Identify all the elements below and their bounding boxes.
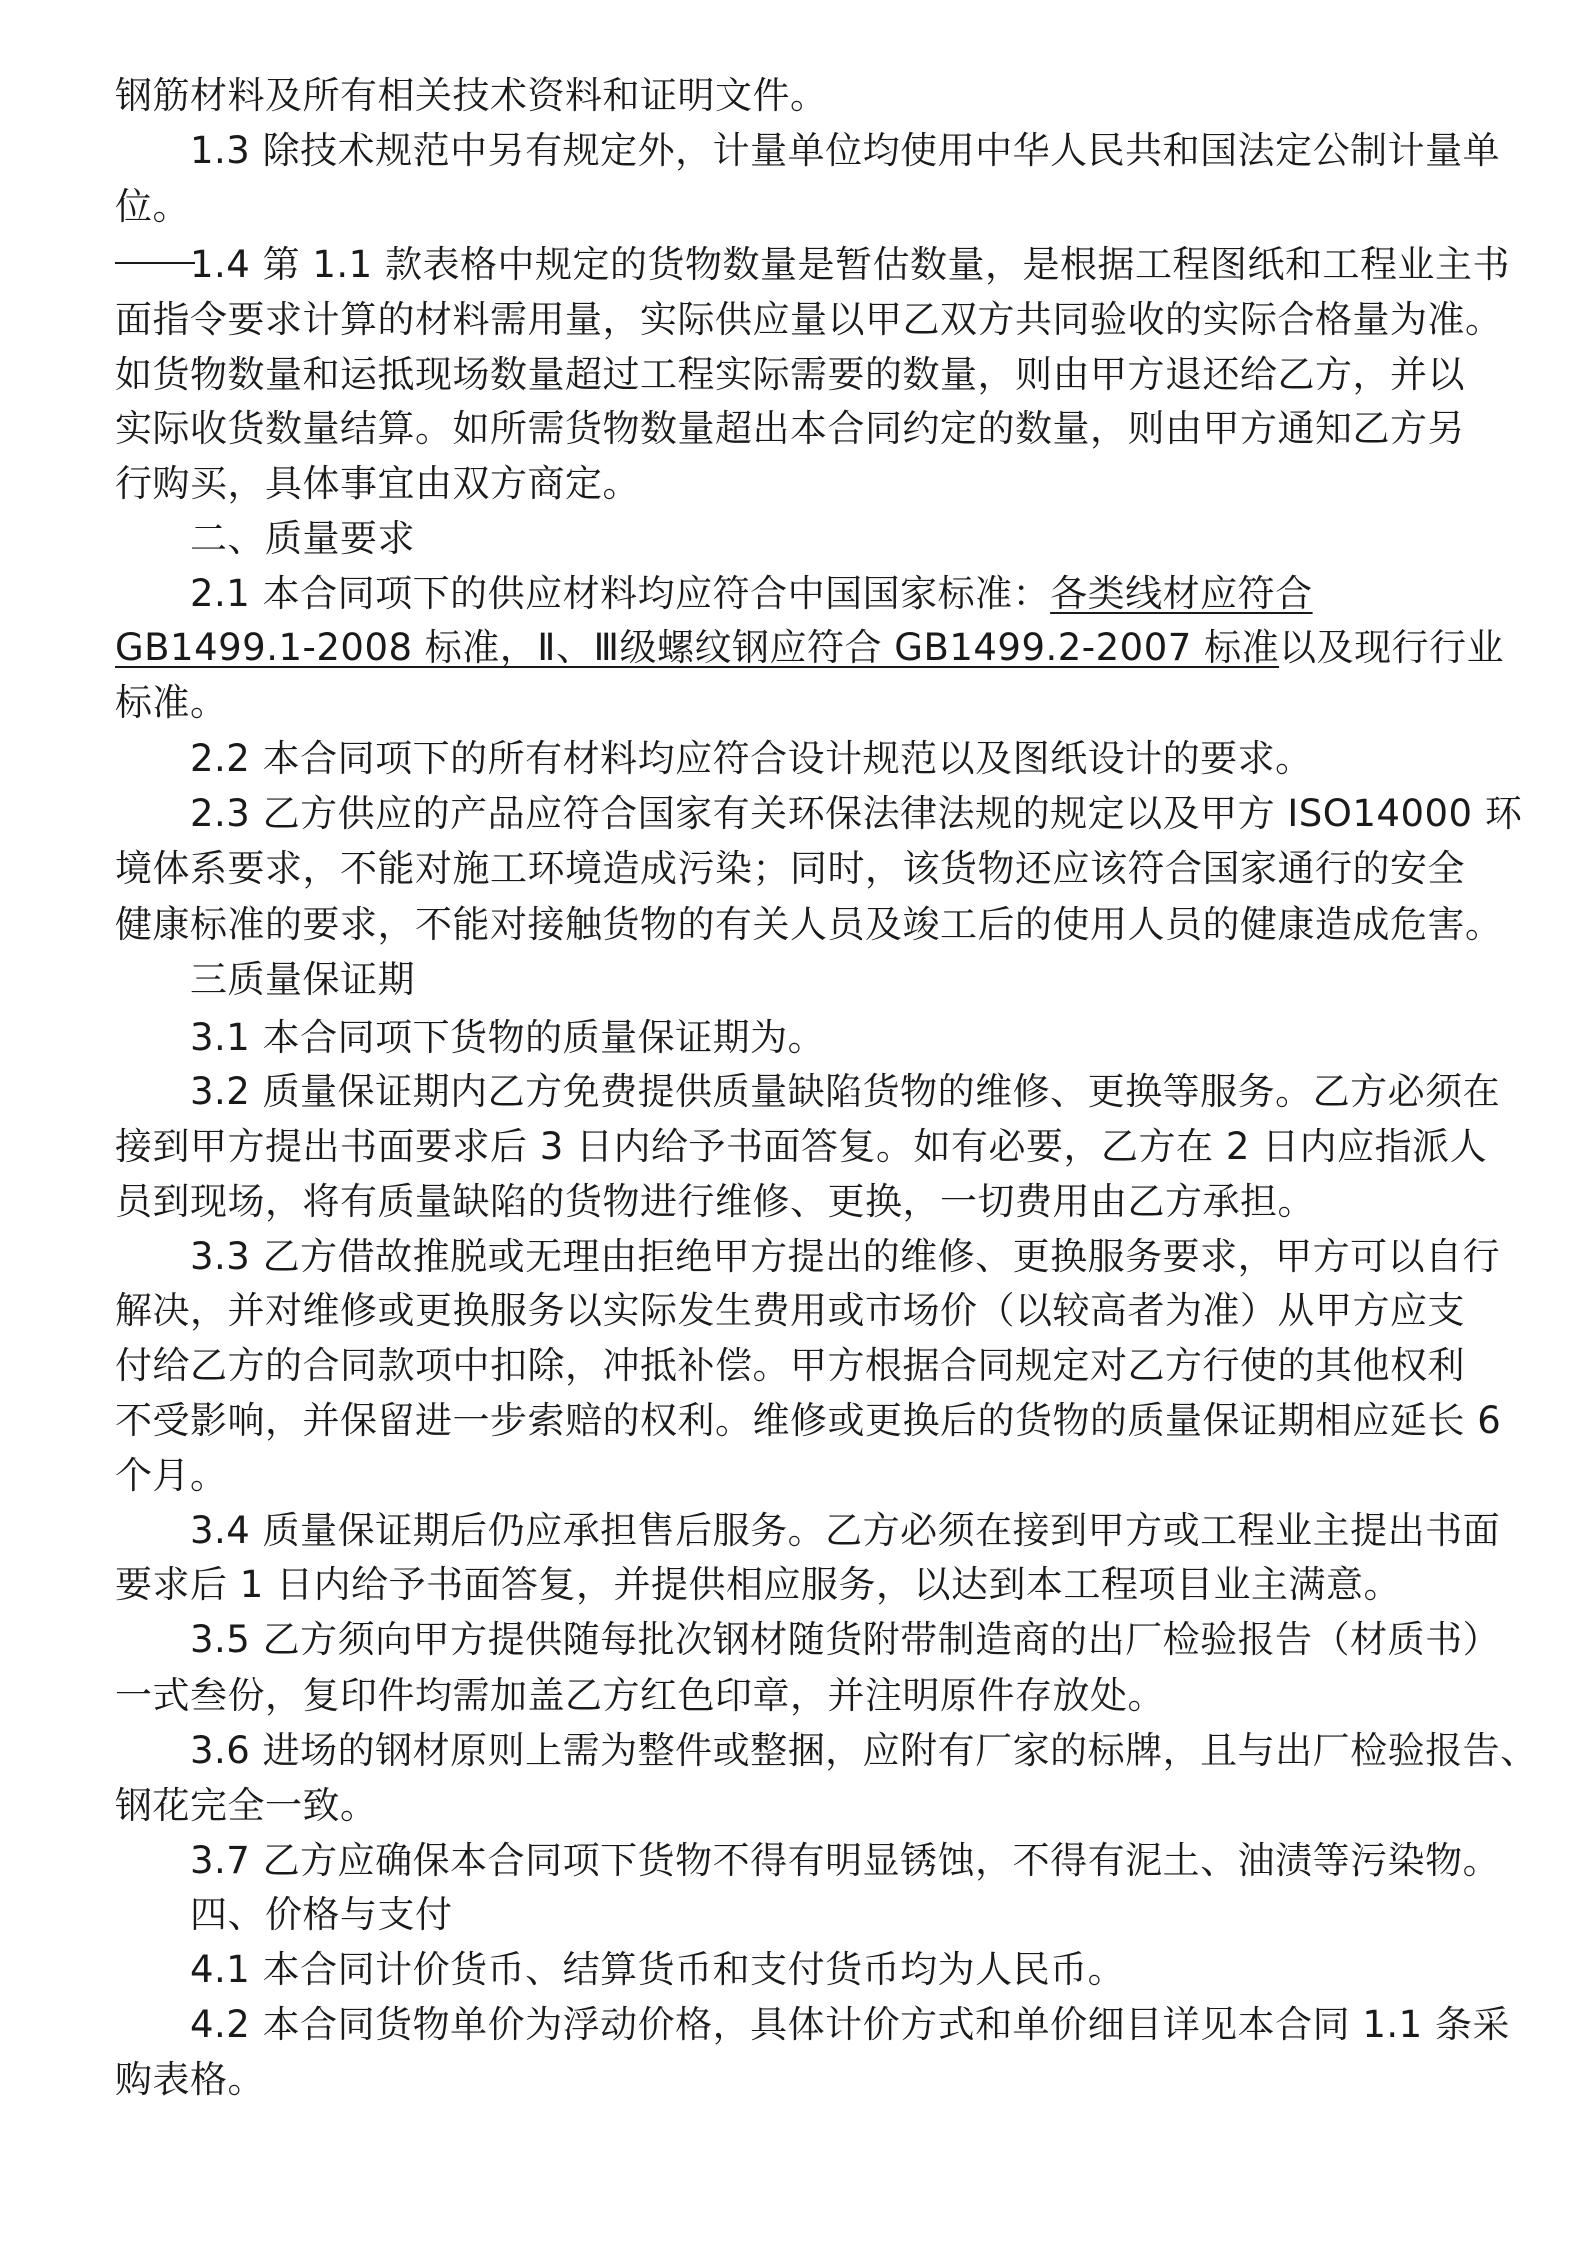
text-segment: 健康标准的要求，不能对接触货物的有关人员及竣工后的使用人员的健康造成危害。 [115, 903, 1503, 947]
text-segment: 四、价格与支付 [190, 1893, 453, 1937]
text-segment: 购表格。 [115, 2057, 265, 2101]
text-segment: 2.2 本合同项下的所有材料均应符合设计规范以及图纸设计的要求。 [190, 737, 1313, 781]
text-line [190, 1999, 1510, 2051]
text-segment: 付给乙方的合同款项中扣除，冲抵补偿。甲方根据合同规定对乙方行使的其他权利 [115, 1344, 1465, 1388]
text-segment: 2.3 乙方供应的产品应符合国家有关环保法律法规的规定以及甲方 ISO14000 环 [190, 792, 1523, 836]
text-segment: 个月。 [115, 1453, 228, 1497]
text-line [115, 1395, 1501, 1447]
text-segment: 一式叁份，复印件均需加盖乙方红色印章，并注明原件存放处。 [115, 1674, 1165, 1718]
text-segment: 1.3 除技术规范中另有规定外，计量单位均使用中华人民共和国法定公制计量单 [190, 129, 1501, 173]
text-line [115, 403, 1465, 455]
text-segment: 接到甲方提出书面要求后 3 日内给予书面答复。如有必要，乙方在 2 日内应指派人 [115, 1125, 1488, 1169]
text-line [190, 788, 1522, 840]
underlined-text: 各类线材应符合 [1050, 571, 1313, 615]
text-segment: 面指令要求计算的材料需用量，实际供应量以甲乙双方共同验收的实际合格量为准。 [115, 297, 1503, 341]
text-line [115, 1285, 1465, 1337]
text-segment: 行购买，具体事宜由双方商定。 [115, 462, 640, 506]
text-segment: 以及现行行业 [1279, 626, 1505, 670]
text-segment: 4.2 本合同货物单价为浮动价格，具体计价方式和单价细目详见本合同 1.1 条采 [190, 2002, 1510, 2046]
text-line [190, 1231, 1500, 1283]
text-segment: 二、质量要求 [190, 516, 415, 560]
text-line [190, 1944, 1125, 1996]
text-line [115, 70, 828, 122]
text-line [115, 1340, 1465, 1392]
text-line [115, 458, 640, 510]
text-line [115, 1559, 1401, 1611]
text-segment: 1.4 第 1.1 款表格中规定的货物数量是暂估数量，是根据工程图纸和工程业主书 [190, 243, 1510, 287]
text-line [115, 1450, 228, 1502]
text-segment: 标准。 [115, 681, 228, 725]
text-line [190, 125, 1500, 177]
text-line [115, 2054, 265, 2106]
text-segment: 2.1 本合同项下的供应材料均应符合中国国家标准： [190, 571, 1051, 615]
text-segment: 3.6 进场的钢材原则上需为整件或整捆，应附有厂家的标牌，且与出厂检验报告、 [190, 1729, 1538, 1773]
text-segment: 钢花完全一致。 [115, 1783, 378, 1827]
text-segment: 3.2 质量保证期内乙方免费提供质量缺陷货物的维修、更换等服务。乙方必须在 [190, 1070, 1501, 1114]
text-line [190, 239, 1510, 291]
text-line [115, 181, 190, 233]
text-segment: 3.4 质量保证期后仍应承担售后服务。乙方必须在接到甲方或工程业主提出书面 [190, 1508, 1501, 1552]
text-line [190, 1725, 1538, 1777]
text-segment: 位。 [115, 185, 190, 229]
text-segment: 员到现场，将有质量缺陷的货物进行维修、更换，一切费用由乙方承担。 [115, 1179, 1315, 1223]
indent-rule [115, 262, 195, 264]
text-segment: 钢筋材料及所有相关技术资料和证明文件。 [115, 74, 828, 118]
text-segment: 实际收货数量结算。如所需货物数量超出本合同约定的数量，则由甲方通知乙方另 [115, 407, 1465, 451]
text-line [190, 1614, 1500, 1666]
text-line [115, 1176, 1315, 1228]
text-line [190, 733, 1313, 785]
text-segment: 如货物数量和运抵现场数量超过工程实际需要的数量，则由甲方退还给乙方，并以 [115, 352, 1465, 396]
text-segment: 解决，并对维修或更换服务以实际发生费用或市场价（以较高者为准）从甲方应支 [115, 1289, 1465, 1333]
text-segment: 3.3 乙方借故推脱或无理由拒绝甲方提出的维修、更换服务要求，甲方可以自行 [190, 1234, 1501, 1278]
text-segment: 要求后 1 日内给予书面答复，并提供相应服务，以达到本工程项目业主满意。 [115, 1563, 1402, 1607]
text-line [115, 294, 1503, 346]
text-segment: 三质量保证期 [190, 957, 415, 1001]
text-segment: 4.1 本合同计价货币、结算货币和支付货币均为人民币。 [190, 1948, 1126, 1992]
text-line [115, 899, 1503, 951]
text-line [115, 349, 1465, 401]
text-line [190, 513, 415, 565]
text-line [115, 1780, 378, 1832]
text-segment: 3.1 本合同项下货物的质量保证期为。 [190, 1015, 826, 1059]
text-line [115, 1670, 1165, 1722]
text-line [115, 1121, 1487, 1173]
text-segment: 3.7 乙方应确保本合同项下货物不得有明显锈蚀，不得有泥土、油渍等污染物。 [190, 1838, 1501, 1882]
text-line [190, 1066, 1500, 1118]
text-segment: 3.5 乙方须向甲方提供随每批次钢材随货附带制造商的出厂检验报告（材质书） [190, 1618, 1501, 1662]
text-segment: 不受影响，并保留进一步索赔的权利。维修或更换后的货物的质量保证期相应延长 6 [115, 1399, 1502, 1442]
text-line [190, 1835, 1500, 1887]
text-line [190, 1505, 1500, 1557]
text-line [190, 1012, 825, 1064]
text-line [190, 954, 415, 1006]
text-segment: 境体系要求，不能对施工环境造成污染；同时，该货物还应该符合国家通行的安全 [115, 846, 1465, 890]
text-line [115, 843, 1465, 895]
text-line [115, 622, 1504, 674]
text-line [115, 677, 228, 729]
text-line [190, 568, 1313, 620]
text-line [190, 1889, 453, 1941]
underlined-text: GB1499.1-2008 标准，Ⅱ、Ⅲ级螺纹钢应符合 GB1499.2-2007 标准 [115, 626, 1280, 670]
